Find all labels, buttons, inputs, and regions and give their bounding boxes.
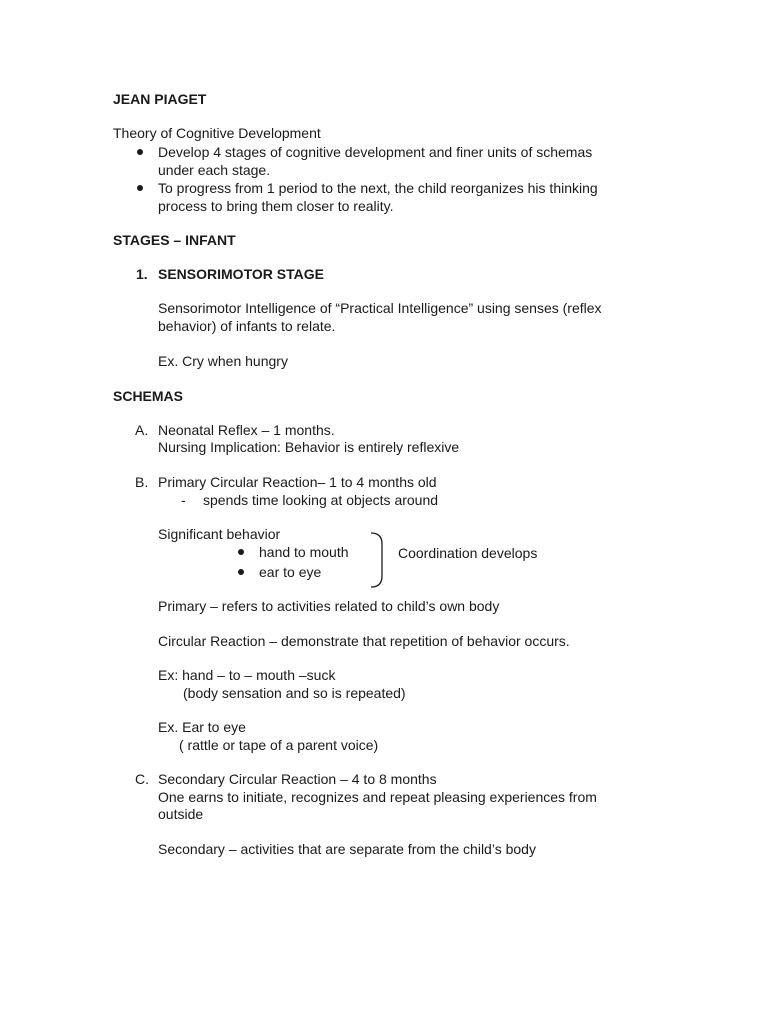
document-title: JEAN PIAGET (113, 91, 207, 107)
schema-a-title: Neonatal Reflex – 1 months. (158, 422, 335, 438)
dash-marker: - (181, 492, 186, 508)
schema-a-letter: A. (135, 422, 149, 438)
bullet-icon (137, 149, 143, 155)
schema-b-dash-item: spends time looking at objects around (203, 492, 439, 508)
stage-title: SENSORIMOTOR STAGE (158, 266, 324, 282)
brace-note: Coordination develops (398, 545, 538, 561)
schema-b-letter: B. (135, 474, 149, 490)
stage-description-line-1: Sensorimotor Intelligence of “Practical Intelligence” using senses (reflex (158, 300, 602, 316)
stage-number: 1. (136, 266, 148, 282)
schema-b-title: Primary Circular Reaction– 1 to 4 months old (158, 474, 437, 490)
example-1-note: (body sensation and so is repeated) (183, 685, 406, 701)
schema-c-description-line-2: outside (158, 806, 204, 822)
schema-c-letter: C. (135, 771, 149, 787)
significant-behavior-label: Significant behavior (158, 526, 281, 542)
example-2: Ex. Ear to eye (158, 719, 246, 735)
stage-example: Ex. Cry when hungry (158, 353, 288, 369)
stages-heading: STAGES – INFANT (113, 232, 236, 248)
sig-item-1: hand to mouth (259, 544, 349, 560)
theory-bullet-2-line-1: To progress from 1 period to the next, the child reorganizes his thinking (158, 180, 598, 196)
example-1: Ex: hand – to – mouth –suck (158, 667, 336, 683)
schema-c-title: Secondary Circular Reaction – 4 to 8 months (158, 771, 437, 787)
brace-icon (368, 530, 388, 590)
stage-description-line-2: behavior) of infants to relate. (158, 318, 336, 334)
circular-reaction-definition: Circular Reaction – demonstrate that repetition of behavior occurs. (158, 633, 570, 649)
theory-bullet-2-line-2: process to bring them closer to reality. (158, 198, 394, 214)
bullet-icon (238, 569, 244, 575)
schema-a-implication: Nursing Implication: Behavior is entirely reflexive (158, 439, 460, 455)
theory-heading: Theory of Cognitive Development (113, 125, 321, 141)
sig-item-2: ear to eye (259, 564, 322, 580)
primary-definition: Primary – refers to activities related to child’s own body (158, 598, 500, 614)
bullet-icon (238, 549, 244, 555)
theory-bullet-1-line-1: Develop 4 stages of cognitive development and finer units of schemas (158, 144, 593, 160)
secondary-definition: Secondary – activities that are separate from the child’s body (158, 841, 536, 857)
bullet-icon (137, 185, 143, 191)
schema-c-description-line-1: One earns to initiate, recognizes and repeat pleasing experiences from (158, 789, 597, 805)
example-2-note: ( rattle or tape of a parent voice) (179, 737, 379, 753)
theory-bullet-1-line-2: under each stage. (158, 162, 271, 178)
schemas-heading: SCHEMAS (113, 388, 184, 404)
